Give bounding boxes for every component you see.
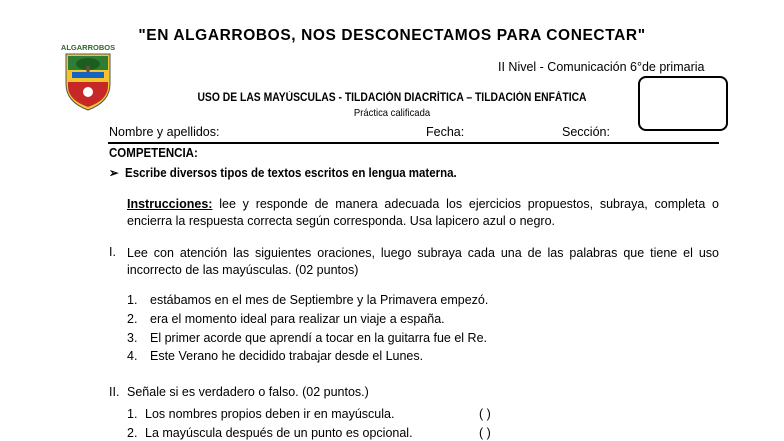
document-title: "EN ALGARROBOS, NOS DESCONECTAMOS PARA CONECTAR" <box>138 27 646 44</box>
list-item-number: 2. <box>127 426 138 440</box>
list-item-number: 3. <box>127 331 138 345</box>
logo-text: ALGARROBOS <box>60 43 116 52</box>
competence-heading: COMPETENCIA: <box>109 146 198 160</box>
level-label: II Nivel - Comunicación 6°de primaria <box>498 60 705 74</box>
instructions <box>127 196 719 230</box>
list-item[interactable]: estábamos en el mes de Septiembre y la Primavera empezó. <box>150 293 489 307</box>
header-divider <box>108 142 719 144</box>
instructions-text: lee y responde de manera adecuada los ejercicios propuestos, subraya, completa o encierra la respuesta correcta según corresponda. Usa lapicero azul o negro. <box>127 197 719 228</box>
answer-box[interactable]: ( ) <box>479 426 491 440</box>
section1-prompt: Lee con atención las siguientes oraciones, luego subraya cada una de las palabras que tiene el uso incorrecto de las mayúsculas. (02 puntos) <box>127 246 719 277</box>
list-item[interactable]: Este Verano he decidido trabajar desde el Lunes. <box>150 349 424 363</box>
arrow-bullet-icon: ➢ <box>109 166 119 180</box>
list-item-number: 4. <box>127 349 138 363</box>
list-item-number: 2. <box>127 312 138 326</box>
list-item-number: 1. <box>127 293 138 307</box>
answer-box[interactable]: ( ) <box>479 407 491 421</box>
list-item-number: 1. <box>127 407 138 421</box>
section1-number: I. <box>109 245 116 259</box>
name-field-label[interactable]: Nombre y apellidos: <box>109 125 220 139</box>
competence-text: Escribe diversos tipos de textos escritos en lengua materna. <box>125 166 457 180</box>
competence-item <box>109 165 457 180</box>
list-item: Los nombres propios deben ir en mayúscula. <box>145 407 395 421</box>
section-field-label[interactable]: Sección: <box>562 125 610 139</box>
date-field-label[interactable]: Fecha: <box>426 125 465 139</box>
instructions-label: Instrucciones: <box>127 197 213 211</box>
grade-box[interactable] <box>638 76 728 131</box>
section2-prompt: Señale si es verdadero o falso. (02 puntos.) <box>127 385 369 399</box>
list-item[interactable]: era el momento ideal para realizar un viaje a españa. <box>150 312 445 326</box>
list-item: La mayúscula después de un punto es opcional. <box>145 426 413 440</box>
section2-number: II. <box>109 385 120 399</box>
exam-subtitle: USO DE LAS MAYÚSCULAS - TILDACIÓN DIACRÍTICA – TILDACIÓN ENFÁTICA <box>197 92 587 104</box>
practice-label: Práctica calificada <box>353 107 431 119</box>
list-item[interactable]: El primer acorde que aprendí a tocar en la guitarra fue el Re. <box>150 331 487 345</box>
